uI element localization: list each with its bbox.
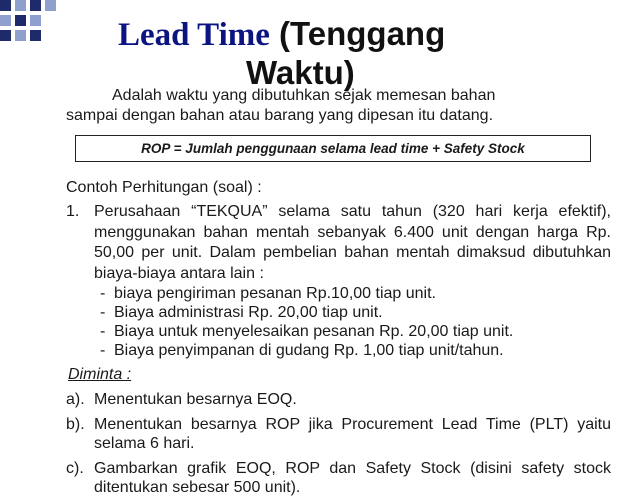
- cost-item: [94, 303, 611, 322]
- example-heading: Contoh Perhitungan (soal) :: [66, 179, 262, 196]
- task-item: [66, 390, 611, 410]
- corner-square: [0, 0, 11, 11]
- problem-number: 1.: [66, 203, 80, 220]
- corner-square: [45, 0, 56, 11]
- list-dash: -: [100, 342, 106, 359]
- task-text: Menentukan besarnya EOQ.: [94, 391, 297, 408]
- intro-paragraph: [66, 86, 611, 126]
- task-text: Menentukan besarnya ROP jika Procurement Lead Time (PLT) yaitu selama 6 hari.: [94, 415, 611, 452]
- problem-body: [94, 202, 611, 360]
- task-label: c).: [66, 459, 84, 477]
- intro-line: sampai dengan bahan atau barang yang dipesan itu datang.: [66, 107, 494, 124]
- slide-title: [118, 14, 588, 55]
- cost-item-text: Biaya administrasi Rp. 20,00 tiap unit.: [114, 304, 383, 321]
- corner-square: [30, 0, 41, 11]
- scanned-document: [66, 86, 611, 498]
- corner-square: [0, 15, 11, 26]
- slide-title-line2: Waktu): [246, 54, 355, 91]
- cost-item-text: Biaya penyimpanan di gudang Rp. 1,00 tiap unit/tahun.: [114, 342, 504, 359]
- task-label: a).: [66, 391, 85, 408]
- corner-square: [15, 15, 26, 26]
- corner-square: [15, 30, 26, 41]
- corner-square: [0, 30, 11, 41]
- intro-line: Adalah waktu yang dibutuhkan sejak memesan bahan: [112, 87, 496, 104]
- cost-item-text: biaya pengiriman pesanan Rp.10,00 tiap unit.: [114, 285, 436, 302]
- slide-title-rest: (Tenggang: [269, 15, 446, 52]
- asked-heading: Diminta :: [68, 366, 132, 383]
- cost-item: [94, 341, 611, 360]
- task-item: [66, 459, 611, 498]
- corner-square: [30, 30, 41, 41]
- corner-square: [15, 0, 26, 11]
- cost-item: [94, 322, 611, 341]
- task-label: b).: [66, 415, 85, 433]
- list-dash: -: [100, 304, 106, 321]
- formula-box: ROP = Jumlah penggunaan selama lead time + Safety Stock: [75, 135, 591, 162]
- task-text: Gambarkan grafik EOQ, ROP dan Safety Stock (disini safety stock ditentukan sebesar 500 unit).: [94, 459, 611, 496]
- cost-item: [94, 284, 611, 303]
- cost-list: [94, 284, 611, 360]
- list-dash: -: [100, 285, 106, 302]
- corner-square: [30, 15, 41, 26]
- list-dash: -: [100, 323, 106, 340]
- task-item: [66, 415, 611, 454]
- problem-item: [66, 202, 611, 360]
- slide-title-accent: Lead Time: [118, 17, 270, 53]
- problem-text: Perusahaan “TEKQUA” selama satu tahun (320 hari kerja efektif), menggunakan bahan mentah sebanyak 6.400 unit dengan harga Rp. 50,00 per unit. Dalam pembelian bahan mentah dimaksud dibutuhkan biaya-biaya antara lain :: [94, 203, 611, 282]
- cost-item-text: Biaya untuk menyelesaikan pesanan Rp. 20,00 tiap unit.: [114, 323, 514, 340]
